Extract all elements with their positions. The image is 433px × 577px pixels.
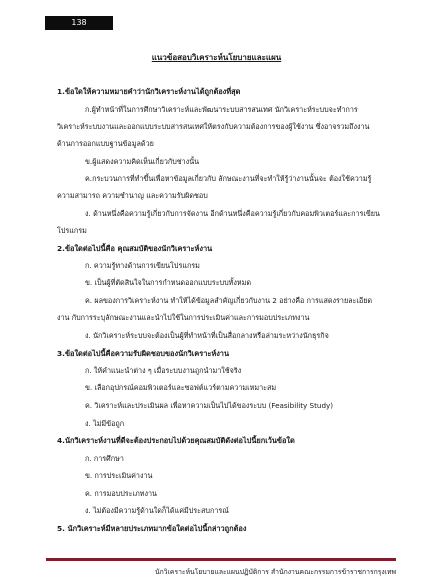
footer-rule [46,558,396,561]
answer-line: ข. เป็นผู้ที่ตัดสินใจในการกำหนดออกแบบระบบทั้งหมด [85,278,252,287]
answer-line: ด้านการออกแบบฐานข้อมูลด้วย [57,139,154,148]
answer-line: ค.กระบวนการที่ทำขึ้นเพื่อหาข้อมูลเกี่ยวกับ ลักษณะงานที่จะทำให้รู้ว่างานนั้นจะ ต้องใช้ความรู้ [85,174,372,183]
answer-line: ข. เลือกอุปกรณ์คอมพิวเตอร์และซอฟต์แวร์ตามความเหมาะสม [85,383,277,392]
answer-line: โปรแกรม [57,226,87,235]
answer-line: ข. การประเมินค่างาน [85,471,153,480]
answer-line: งาน กับการระบุลักษณะงานและนำไปใช้ในการประเมินค่าและการมอบประเภทงาน [57,313,310,322]
answer-line: ง. ด้านหนึ่งคือความรู้เกี่ยวกับการจัดงาน อีกด้านหนึ่งคือความรู้เกี่ยวกับคอมพิวเตอร์และการเขียน [85,209,380,218]
answer-line: วิเคราะห์ระบบงานและออกแบบระบบสารสนเทศให้ตรงกับความต้องการของผู้ใช้งาน ซึ่งอาจรวมถึงงาน [57,122,370,131]
question-heading: 4.นักวิเคราะห์งานที่ดีจะต้องประกอบไปด้วยคุณสมบัติดังต่อไปนี้ยกเว้นข้อใด [57,436,295,445]
footer-text: นักวิเคราะห์นโยบายและแผนปฏิบัติการ สำนักงานคณะกรรมการข้าราชการกรุงเทพ [155,568,396,576]
answer-line: ก. การศึกษา [85,454,124,463]
answer-line: ง. ไม่ต้องมีความรู้ด้านใดก็ได้แค่มีประสบการณ์ [85,506,229,515]
answer-line: ก. ความรู้ทางด้านการเขียนโปรแกรม [85,261,200,270]
answer-line: ก.ผู้ทำหน้าที่ในการศึกษาวิเคราะห์และพัฒนาระบบสารสนเทศ นักวิเคราะห์ระบบจะทำการ [85,105,358,114]
question-heading: 5. นักวิเคราะห์มีหลายประเภทมากข้อใดต่อไปนี้กล่าวถูกต้อง [57,524,247,533]
answer-line: ข.ผู้แสดงความคิดเห็นเกี่ยวกับช่างนั้น [85,157,200,166]
document-title: แนวข้อสอบวิเคราะห์นโยบายและแผน [151,53,282,62]
question-heading: 3.ข้อใดต่อไปนี้คือความรับผิดชอบของนักวิเคราะห์งาน [57,349,230,358]
answer-line: ก. ให้คำแนะนำต่าง ๆ เมื่อระบบงานถูกนำมาใช้จริง [85,366,242,375]
answer-line: ค. การมอบประเภทงาน [85,489,157,498]
question-heading: 2.ข้อใดต่อไปนี้คือ คุณสมบัติของนักวิเคราะห์งาน [57,244,213,253]
answer-line: ค. วิเคราะห์และประเมินผล เพื่อหาความเป็นไปได้ของระบบ (Feasibility Study) [85,401,334,410]
answer-line: ง. ไม่มีข้อถูก [85,419,125,428]
answer-line: ค. ผลของการวิเคราะห์งาน ทำให้ได้ข้อมูลสำคัญเกี่ยวกับงาน 2 อย่างคือ การแสดงรายละเอียด [85,296,373,305]
answer-line: ง. นักวิเคราะห์ระบบจะต้องเป็นผู้ที่ทำหน้าที่เป็นสื่อกลางหรือล่ามระหว่างนักธุรกิจ [85,331,329,340]
question-heading: 1.ข้อใดให้ความหมายคำว่านักวิเคราะห์งานได้ถูกต้องที่สุด [57,87,241,96]
page-number-badge: 138 [45,16,113,30]
answer-line: ความสามารถ ความชำนาญ และความรับผิดชอบ [57,191,208,200]
